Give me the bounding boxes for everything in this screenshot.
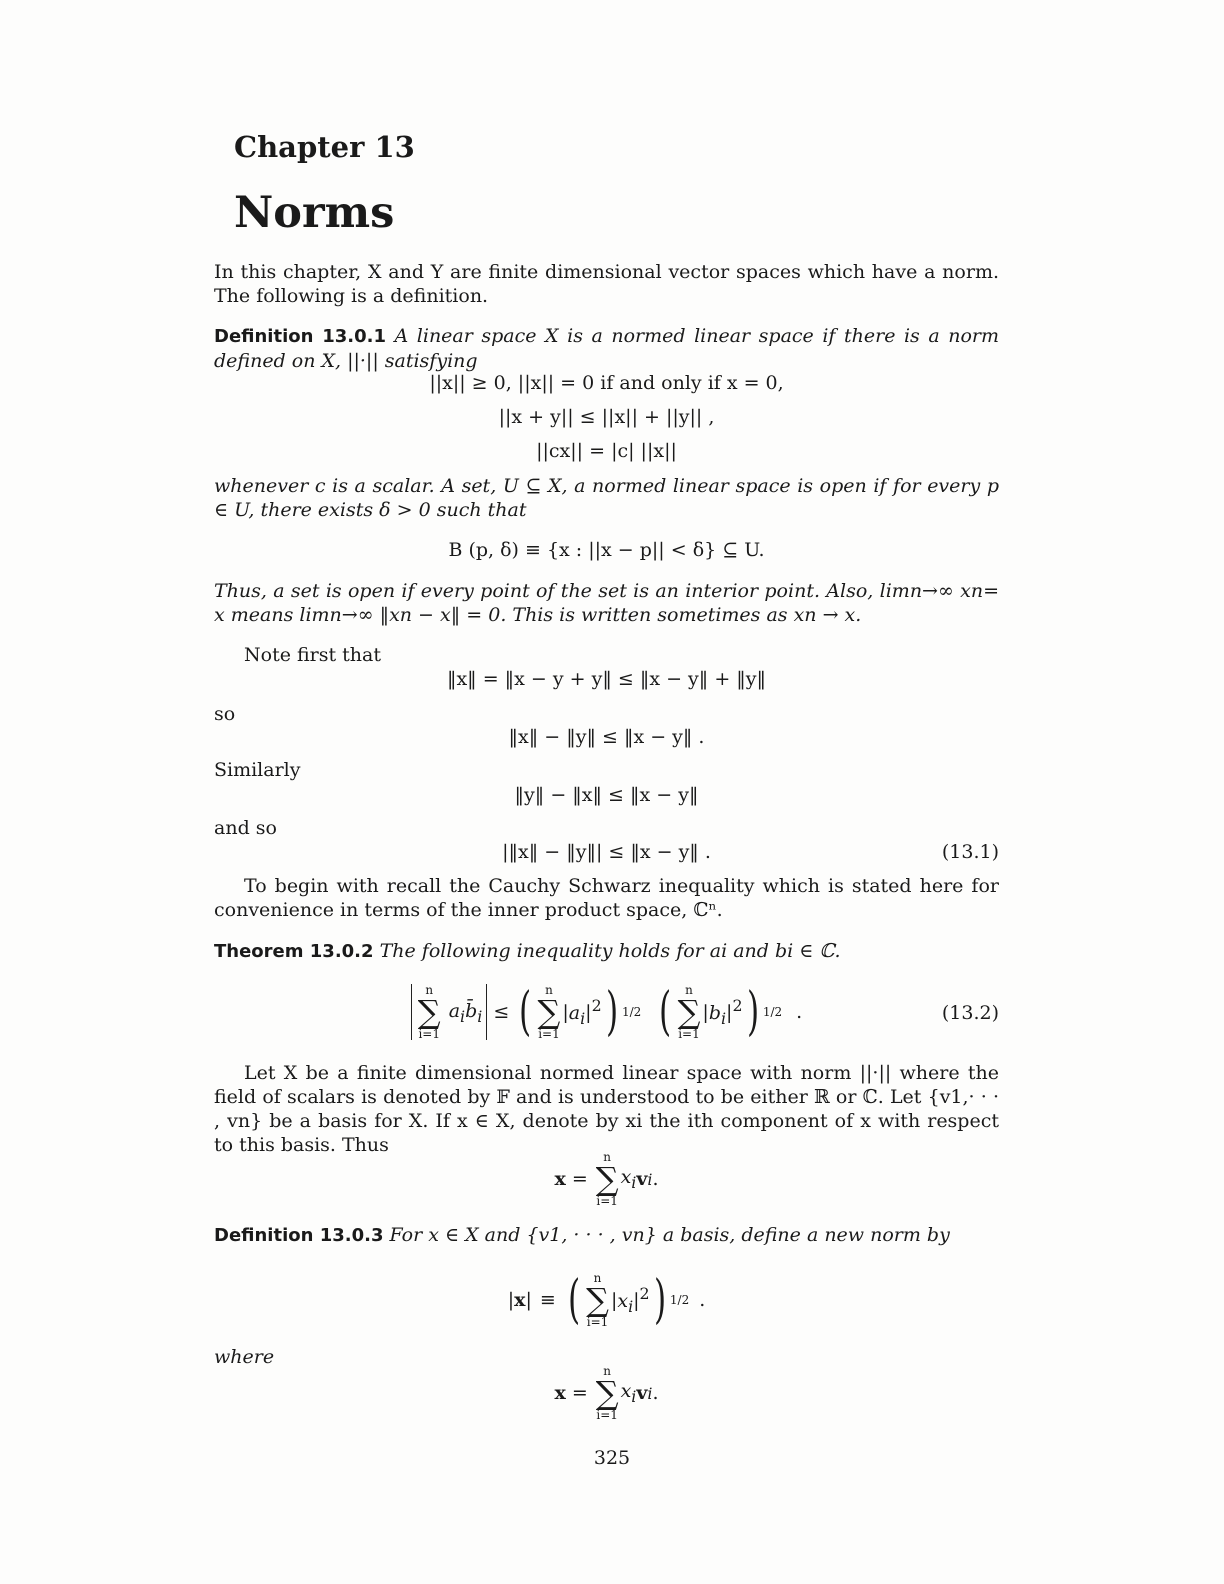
theorem-text: The following inequality holds for ai and bi ∈ ℂ.	[379, 940, 841, 962]
theorem-heading: Theorem 13.0.2	[214, 941, 374, 962]
abs-sum: n ∑ i=1 $a_ib̄_i$	[411, 984, 488, 1040]
norm-axiom-1: ||x|| ≥ 0, ||x|| = 0 if and only if x = 0,	[429, 372, 784, 394]
cauchy-paragraph: To begin with recall the Cauchy Schwarz inequality which is stated here for convenience in terms of the inner product space, ℂⁿ.	[214, 875, 999, 921]
basis-paragraph: Let X be a finite dimensional normed linear space with norm ||·|| where the field of scalars is denoted by 𝔽 and is understood to be either ℝ or ℂ. Let {v1,· · · , vn} be a basis for X. If x ∈ X, denote by xi the ith component of x with respect to this basis. Thus	[214, 1062, 999, 1156]
basis-expansion-equation: x = n ∑ i=1 $x_i$ v i .	[554, 1150, 659, 1208]
sum-symbol: n ∑ i=1	[417, 983, 441, 1041]
where-label: where	[214, 1346, 275, 1368]
similarly-label: Similarly	[214, 759, 301, 781]
page-number: 325	[593, 1447, 631, 1469]
note-text: Note first that	[244, 644, 381, 666]
sum-symbol: n ∑ i=1	[586, 1271, 609, 1329]
new-norm-equation: |x| ≡ ( n ∑ i=1 $|x_i|^2$ ) 1/2 .	[507, 1270, 706, 1330]
equation-number-13-1: (13.1)	[941, 841, 999, 863]
sum-symbol: n ∑ i=1	[595, 1364, 619, 1422]
definition-heading: Definition 13.0.1	[214, 326, 386, 347]
equation-13-1: |‖x‖ − ‖y‖| ≤ ‖x − y‖ .	[502, 841, 711, 863]
definition-heading: Definition 13.0.3	[214, 1225, 384, 1246]
definition-13-0-1	[214, 324, 999, 373]
sum-symbol: n ∑ i=1	[595, 1150, 619, 1208]
intro-paragraph: In this chapter, X and Y are finite dimensional vector spaces which have a norm. The following is a definition.	[214, 261, 999, 307]
chapter-label: Chapter 13	[234, 130, 415, 164]
basis-expansion-equation-2: x = n ∑ i=1 $x_i$ v i .	[554, 1364, 659, 1422]
definition-text: A linear space X is a normed linear space if there is a norm defined on X, ||·|| satisfying	[214, 325, 999, 372]
theorem-13-0-2	[214, 939, 999, 964]
cauchy-schwarz-equation: n ∑ i=1 $a_ib̄_i$ ≤ ( n ∑ i=1 $|a_i|^2$ ) 1/2 ( n ∑ i=1 $|b_i|^2$ ) 1/2 .	[214, 972, 999, 1052]
open-set-text: whenever c is a scalar. A set, U ⊆ X, a normed linear space is open if for every p ∈ U, there exists δ > 0 such that	[214, 475, 999, 521]
norm-axiom-3: ||cx|| = |c| ||x||	[536, 440, 677, 462]
definition-text: For x ∈ X and {v1, · · · , vn} a basis, define a new norm by	[389, 1224, 950, 1246]
reverse-triangle-1: ‖x‖ − ‖y‖ ≤ ‖x − y‖ .	[508, 726, 705, 748]
norm-axiom-2: ||x + y|| ≤ ||x|| + ||y|| ,	[498, 406, 715, 428]
so-label: so	[214, 703, 236, 725]
triangle-equation: ‖x‖ = ‖x − y + y‖ ≤ ‖x − y‖ + ‖y‖	[446, 668, 767, 690]
and-so-label: and so	[214, 817, 277, 839]
chapter-title: Norms	[234, 188, 395, 238]
definition-13-0-3	[214, 1223, 999, 1248]
sum-symbol: n ∑ i=1	[537, 983, 561, 1041]
reverse-triangle-2: ‖y‖ − ‖x‖ ≤ ‖x − y‖	[514, 784, 699, 806]
equation-number-13-2: (13.2)	[941, 1002, 999, 1024]
sum-symbol: n ∑ i=1	[677, 983, 701, 1041]
interior-point-text: Thus, a set is open if every point of the set is an interior point. Also, limn→∞ xn= x means limn→∞ ‖xn − x‖ = 0. This is written sometimes as xn → x.	[214, 580, 999, 626]
ball-equation: B (p, δ) ≡ {x : ||x − p|| < δ} ⊆ U.	[448, 539, 765, 561]
